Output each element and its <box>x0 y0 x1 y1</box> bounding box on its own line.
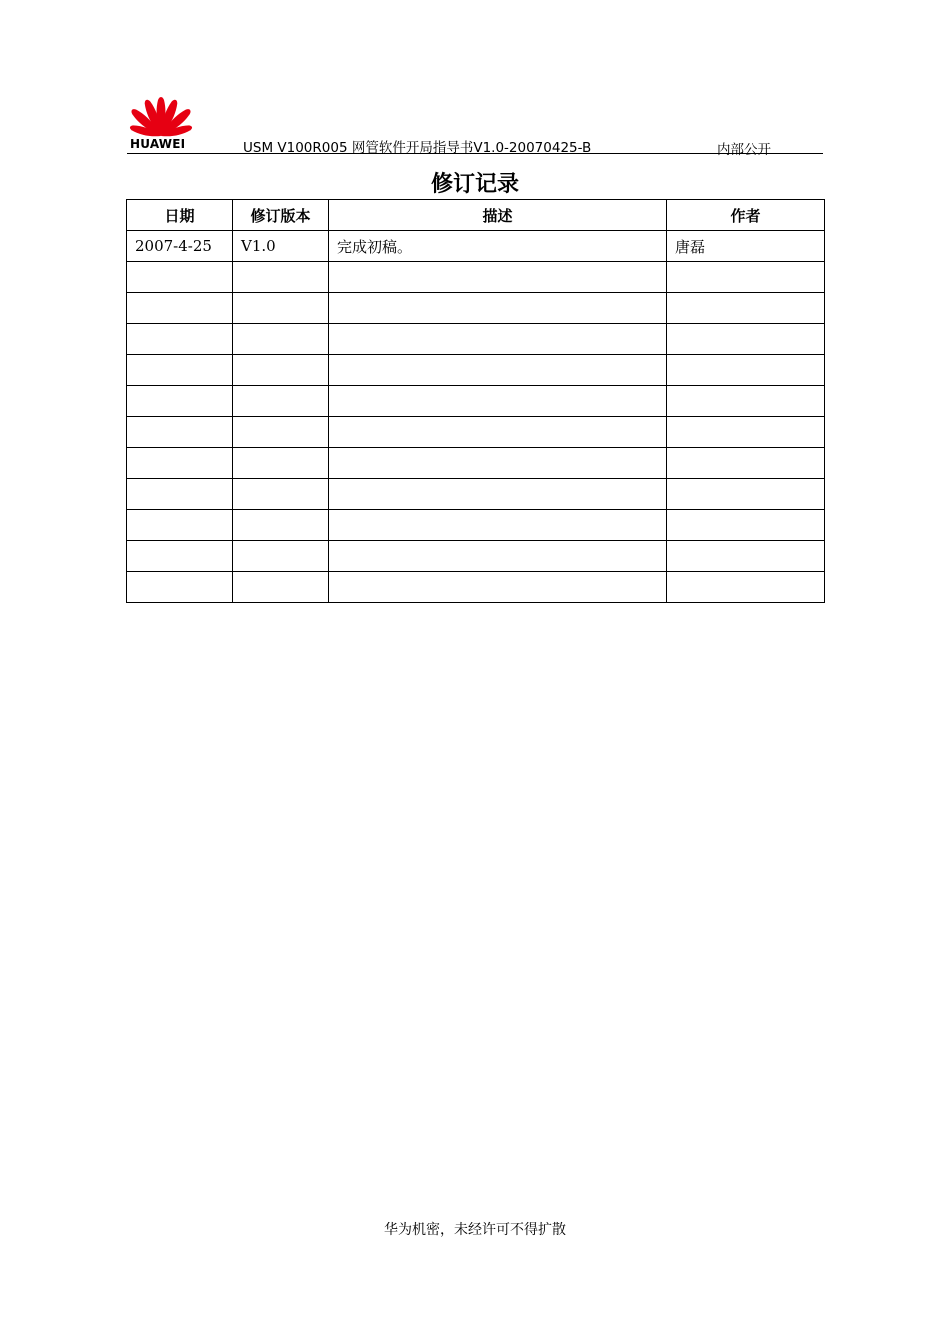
classification-label: 内部公开 <box>717 142 771 158</box>
cell-date <box>127 386 233 417</box>
doc-name: 网管软件开局指导书 <box>351 140 474 156</box>
cell-description <box>329 293 667 324</box>
column-header-author: 作者 <box>667 200 825 231</box>
cell-description: 完成初稿。 <box>329 231 667 262</box>
cell-date <box>127 355 233 386</box>
cell-version <box>233 293 329 324</box>
cell-date <box>127 448 233 479</box>
cell-author <box>667 293 825 324</box>
cell-description <box>329 417 667 448</box>
cell-version <box>233 479 329 510</box>
cell-description <box>329 262 667 293</box>
doc-version: V1.0-20070425-B <box>473 140 592 156</box>
table-row <box>127 541 825 572</box>
cell-description <box>329 324 667 355</box>
cell-description <box>329 510 667 541</box>
cell-author <box>667 572 825 603</box>
table-row <box>127 417 825 448</box>
cell-author <box>667 417 825 448</box>
cell-author <box>667 448 825 479</box>
table-row <box>127 231 825 262</box>
cell-author: 唐磊 <box>667 231 825 262</box>
cell-version <box>233 386 329 417</box>
cell-description <box>329 448 667 479</box>
cell-author <box>667 479 825 510</box>
cell-author <box>667 262 825 293</box>
cell-date <box>127 479 233 510</box>
cell-author <box>667 510 825 541</box>
huawei-logo-text: HUAWEI <box>130 137 186 151</box>
table-row <box>127 262 825 293</box>
cell-description <box>329 386 667 417</box>
table-row <box>127 479 825 510</box>
cell-version <box>233 355 329 386</box>
column-header-version: 修订版本 <box>233 200 329 231</box>
cell-date: 2007-4-25 <box>127 231 233 262</box>
cell-date <box>127 324 233 355</box>
page-title: 修订记录 <box>430 172 519 197</box>
cell-author <box>667 541 825 572</box>
cell-date <box>127 417 233 448</box>
cell-description <box>329 572 667 603</box>
table-row <box>127 386 825 417</box>
cell-date <box>127 541 233 572</box>
cell-version <box>233 572 329 603</box>
table-row <box>127 510 825 541</box>
doc-code: USM V100R005 <box>243 140 348 156</box>
column-header-date: 日期 <box>127 200 233 231</box>
cell-description <box>329 479 667 510</box>
table-row <box>127 324 825 355</box>
cell-version <box>233 541 329 572</box>
cell-version <box>233 324 329 355</box>
cell-description <box>329 355 667 386</box>
cell-description <box>329 541 667 572</box>
column-header-description: 描述 <box>329 200 667 231</box>
cell-version <box>233 417 329 448</box>
cell-version <box>233 510 329 541</box>
cell-author <box>667 355 825 386</box>
cell-version: V1.0 <box>233 231 329 262</box>
revision-table <box>126 199 825 603</box>
cell-date <box>127 572 233 603</box>
cell-version <box>233 448 329 479</box>
cell-date <box>127 293 233 324</box>
cell-date <box>127 262 233 293</box>
table-row <box>127 448 825 479</box>
confidentiality-footer: 华为机密，未经许可不得扩散 <box>384 1222 566 1238</box>
table-row <box>127 572 825 603</box>
cell-author <box>667 386 825 417</box>
cell-date <box>127 510 233 541</box>
table-header-row <box>127 200 825 231</box>
header-divider <box>127 153 823 154</box>
table-row <box>127 355 825 386</box>
cell-author <box>667 324 825 355</box>
table-row <box>127 293 825 324</box>
cell-version <box>233 262 329 293</box>
